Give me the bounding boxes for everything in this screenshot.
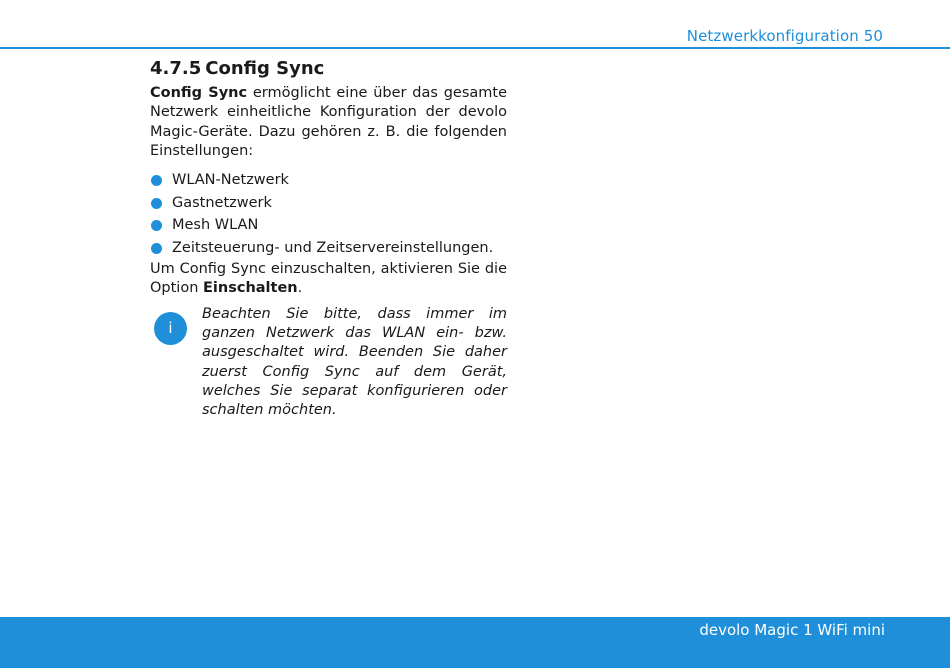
- list-item: [150, 237, 507, 260]
- page-number: 50: [863, 27, 883, 45]
- section-heading: [150, 57, 507, 81]
- main-content: [150, 57, 507, 421]
- info-icon: i: [154, 312, 187, 345]
- info-note: [150, 305, 507, 421]
- page-header: [687, 27, 883, 45]
- list-item: [150, 192, 507, 215]
- option-name: Einschalten: [203, 280, 298, 297]
- footer-product-name: devolo Magic 1 WiFi mini: [699, 621, 885, 639]
- intro-text: ermöglicht eine über das gesamte Netzwerk einheitliche Konfiguration der devolo Magic-Geräte. Dazu gehören z. B. die folgenden Einstellungen:: [150, 85, 507, 159]
- bullet-dot-icon: [151, 243, 162, 254]
- intro-bold-term: Config Sync: [150, 85, 248, 101]
- header-divider: [0, 47, 950, 49]
- header-section-title: Netzwerkkonfiguration: [686, 27, 859, 45]
- list-item: [150, 214, 507, 237]
- settings-list: [150, 169, 507, 259]
- section-title: Config Sync: [205, 58, 325, 79]
- section-number: 4.7.5: [150, 58, 202, 79]
- activation-end: .: [297, 280, 303, 297]
- note-text: Beachten Sie bitte, dass immer im ganzen Netzwerk das WLAN ein- bzw. ausgeschaltet wird. Beenden Sie daher zuerst Config Sync auf dem Gerät, welches Sie separat konfigurieren oder schalten möchten.: [202, 305, 507, 419]
- list-item-label: Mesh WLAN: [172, 217, 259, 234]
- bullet-dot-icon: [151, 175, 162, 186]
- intro-paragraph: [150, 84, 507, 161]
- activation-paragraph: [150, 260, 507, 299]
- bullet-dot-icon: [151, 220, 162, 231]
- activation-text: Um Config Sync einzuschalten, aktivieren Sie die Option: [150, 261, 507, 297]
- list-item-label: WLAN-Netzwerk: [172, 172, 289, 189]
- list-item-label: Gastnetzwerk: [172, 194, 272, 211]
- page-footer: [0, 617, 950, 668]
- list-item: [150, 169, 507, 192]
- bullet-dot-icon: [151, 198, 162, 209]
- list-item-label: Zeitsteuerung- und Zeitservereinstellungen.: [172, 239, 494, 256]
